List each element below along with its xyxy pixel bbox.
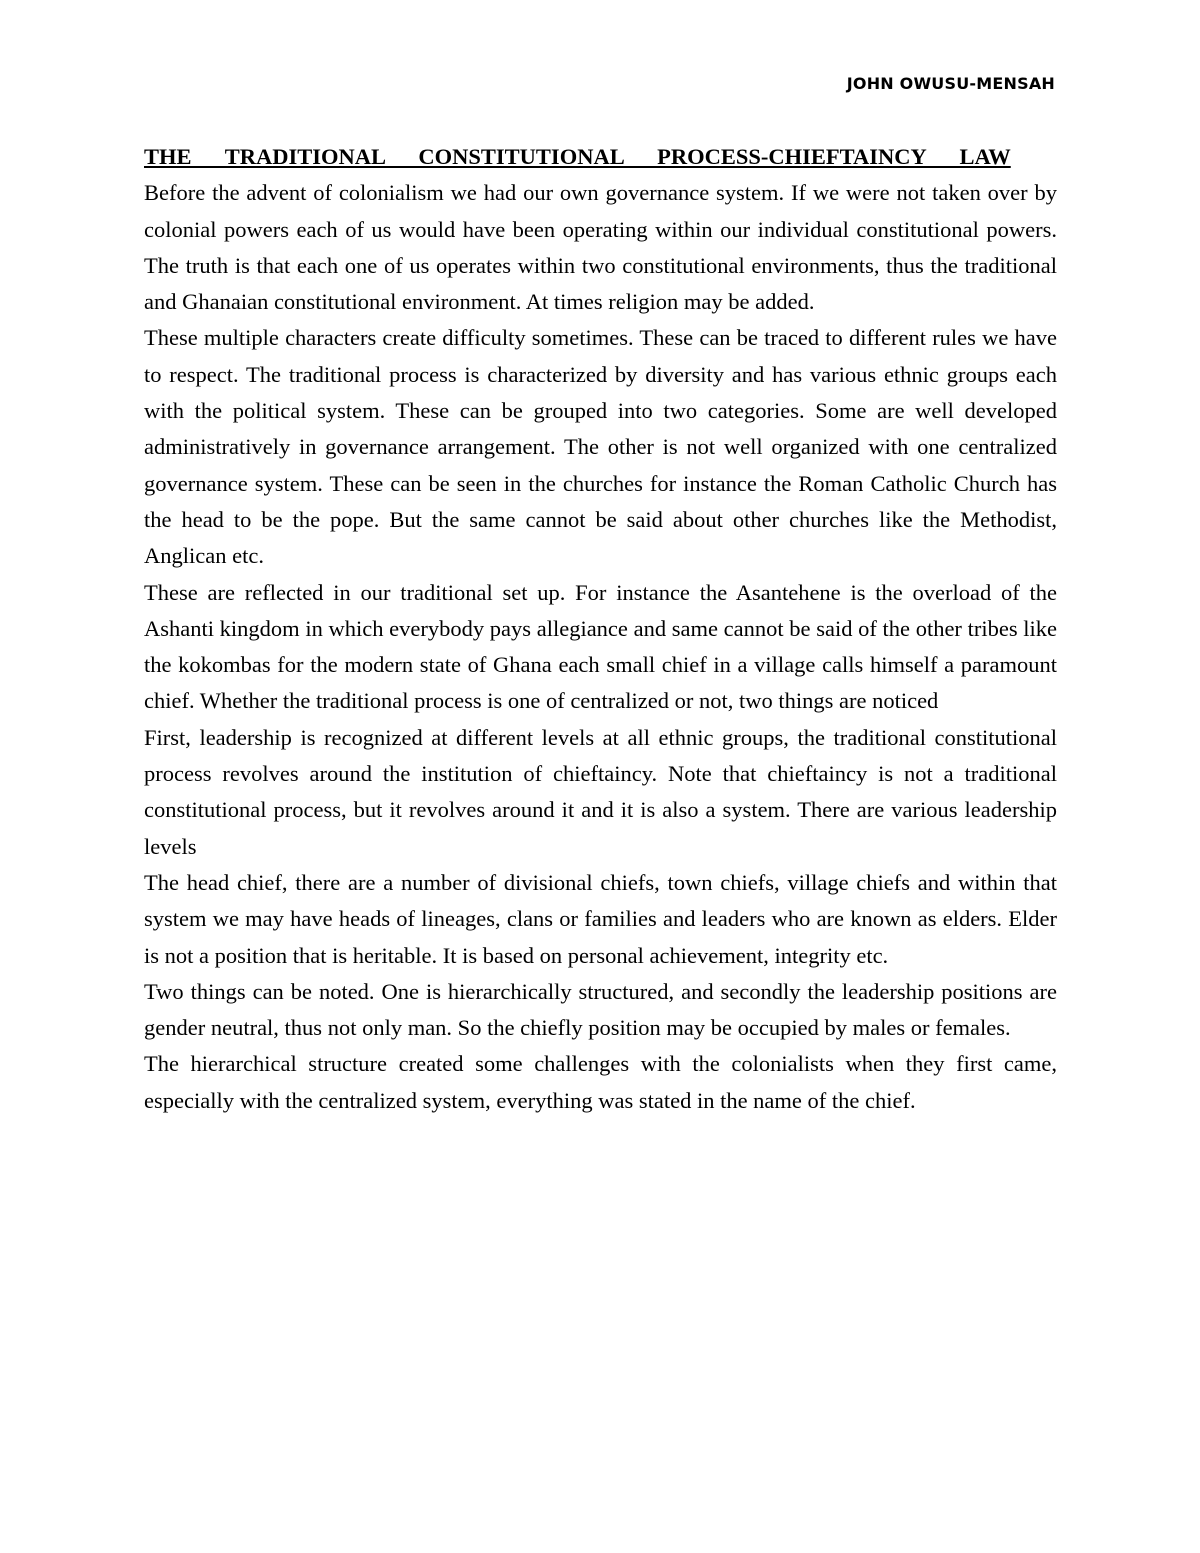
document-title: THE TRADITIONAL CONSTITUTIONAL PROCESS-CHIEFTAINCY LAW (144, 144, 1011, 169)
paragraph: Two things can be noted. One is hierarchically structured, and secondly the leadership positions are gender neutral, thus not only man. So the chiefly position may be occupied by males or females. (144, 978, 1057, 1041)
page-header-author: JOHN OWUSU-MENSAH (846, 74, 1055, 93)
document-body (144, 139, 1057, 1119)
paragraph: The head chief, there are a number of divisional chiefs, town chiefs, village chiefs and within that system we may have heads of lineages, clans or families and leaders who are known as elders. Elder is not a position that is heritable. It is based on personal achievement, integrity etc. (144, 869, 1057, 968)
paragraph: First, leadership is recognized at different levels at all ethnic groups, the traditional constitutional process revolves around the institution of chieftaincy. Note that chieftaincy is not a traditional constitutional process, but it revolves around it and it is also a system. There are various leadership levels (144, 724, 1057, 859)
paragraph: The hierarchical structure created some challenges with the colonialists when they first came, especially with the centralized system, everything was stated in the name of the chief. (144, 1051, 1057, 1113)
paragraph: Before the advent of colonialism we had our own governance system. If we were not taken over by colonial powers each of us would have been operating within our individual constitutional powers. The truth is that each one of us operates within two constitutional environments, thus the traditional and Ghanaian constitutional environment. At times religion may be added. (144, 180, 1057, 315)
paragraph: These multiple characters create difficulty sometimes. These can be traced to different rules we have to respect. The traditional process is characterized by diversity and has various ethnic groups each with the political system. These can be grouped into two categories. Some are well developed administratively in governance arrangement. The other is not well organized with one centralized governance system. These can be seen in the churches for instance the Roman Catholic Church has the head to be the pope. But the same cannot be said about other churches like the Methodist, Anglican etc. (144, 325, 1057, 569)
paragraph: These are reflected in our traditional set up. For instance the Asantehene is the overload of the Ashanti kingdom in which everybody pays allegiance and same cannot be said of the other tribes like the kokombas for the modern state of Ghana each small chief in a village calls himself a paramount chief. Whether the traditional process is one of centralized or not, two things are noticed (144, 579, 1057, 714)
